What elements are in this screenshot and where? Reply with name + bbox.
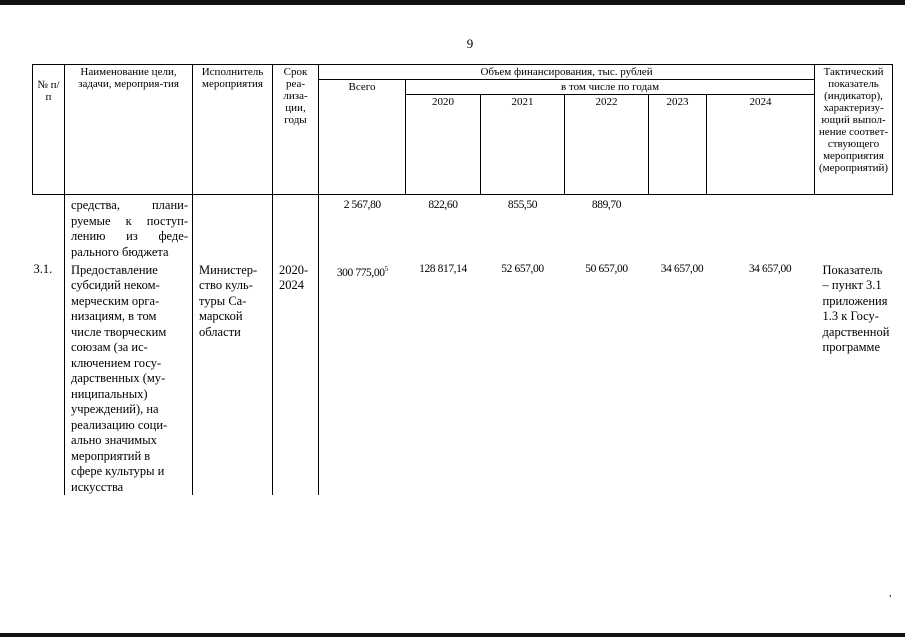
row1-total: 2 567,80 bbox=[343, 199, 381, 211]
row2-term: 2020-2024 bbox=[273, 261, 319, 496]
header-year-2024: 2024 bbox=[707, 95, 815, 195]
row2-2024: 34 657,00 bbox=[748, 262, 792, 275]
header-indicator: Тактический показатель (индикатор), характеризу-ющий выпол-нение соответ-ствующего мероприятия (мероприятий) bbox=[815, 65, 893, 195]
row2-2020: 128 817,14 bbox=[419, 262, 467, 275]
row2-indicator: Показатель – пункт 3.1 приложения 1.3 к Госу-дарственной программе bbox=[822, 262, 890, 354]
header-name: Наименование цели, задачи, мероприя-тия bbox=[65, 65, 193, 195]
row1-2022: 889,70 bbox=[591, 199, 622, 211]
bottom-border-line bbox=[0, 633, 905, 637]
table-row bbox=[33, 195, 893, 261]
row1-2021: 855,50 bbox=[507, 199, 538, 211]
row2-total-footnote: 5 bbox=[384, 264, 388, 273]
row2-total: 300 775,00$^5$ bbox=[336, 264, 388, 279]
header-term: Срок реа-лиза-ции, годы bbox=[273, 65, 319, 195]
header-year-2021: 2021 bbox=[481, 95, 565, 195]
row2-2022: 50 657,00 bbox=[585, 262, 628, 275]
header-year-2020: 2020 bbox=[406, 95, 481, 195]
header-by-years: в том числе по годам bbox=[406, 80, 815, 95]
row2-num: 3.1. bbox=[33, 261, 53, 276]
row2-2021: 52 657,00 bbox=[501, 262, 544, 275]
top-border-line bbox=[0, 0, 905, 5]
row2-executor: Министер-ство куль-туры Са-марской области bbox=[199, 262, 258, 339]
table-row bbox=[33, 261, 893, 496]
stray-mark: , bbox=[889, 588, 892, 599]
header-funding: Объем финансирования, тыс. рублей bbox=[319, 65, 815, 80]
header-total: Всего bbox=[319, 80, 406, 195]
header-year-2023: 2023 bbox=[649, 95, 707, 195]
page-number: 9 bbox=[466, 36, 474, 51]
header-executor: Исполнитель мероприятия bbox=[193, 65, 273, 195]
header-num: № п/п bbox=[33, 65, 65, 195]
row1-2020: 822,60 bbox=[428, 199, 458, 211]
row2-2023: 34 657,00 bbox=[660, 262, 704, 275]
funding-table bbox=[32, 64, 893, 495]
row2-name: Предоставление субсидий неком-мерческим орга-низациям, в том числе творческим союзам (за ис-ключением госу-дарственных (му-ниципальных) учреждений), на реализацию соци-ально значимых мероприятий в сфере культуры и искусства bbox=[65, 261, 193, 496]
header-year-2022: 2022 bbox=[565, 95, 649, 195]
table-header bbox=[33, 65, 893, 195]
row1-name: средства, плани- руемые к поступ- лению из феде- рального бюджета bbox=[65, 195, 193, 261]
